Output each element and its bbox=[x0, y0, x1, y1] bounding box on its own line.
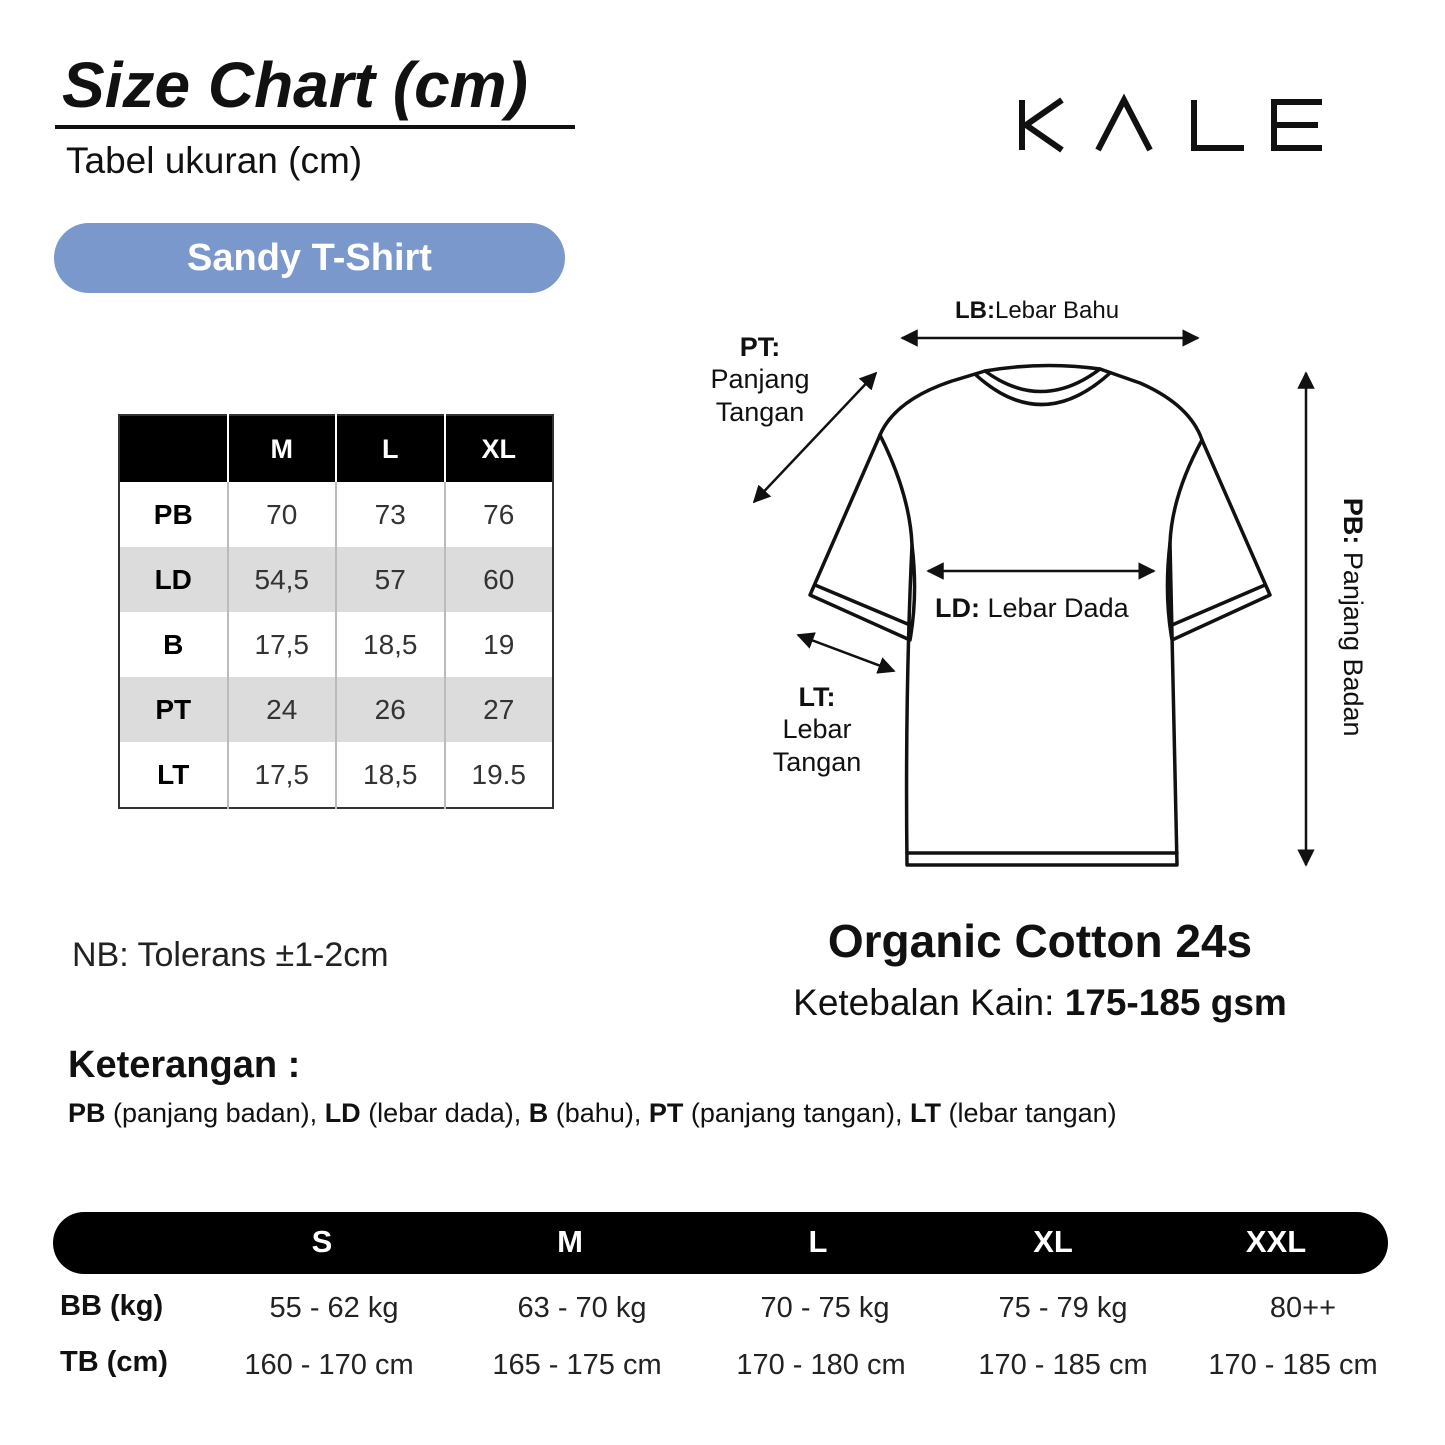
table-cell: 54,5 bbox=[228, 547, 337, 612]
bb-cell: 80++ bbox=[1269, 1292, 1337, 1324]
tolerance-note: NB: Tolerans ±1-2cm bbox=[72, 936, 389, 974]
product-name: Sandy T-Shirt bbox=[187, 236, 432, 279]
lt-line2: Tangan bbox=[772, 746, 862, 777]
fabric-weight-label: Ketebalan Kain: bbox=[793, 982, 1065, 1023]
legend-code: PT bbox=[648, 1098, 684, 1128]
size-table-header bbox=[119, 415, 553, 482]
legend-code: PB bbox=[68, 1098, 106, 1128]
pt-line2: Tangan bbox=[715, 396, 805, 427]
lt-code: LT: bbox=[798, 682, 836, 712]
row-label: LT bbox=[157, 758, 190, 790]
bb-cell: 63 - 70 kg bbox=[517, 1292, 647, 1324]
size-col-xl: XL bbox=[445, 415, 554, 482]
pt-label bbox=[696, 331, 824, 428]
page-subtitle: Tabel ukuran (cm) bbox=[66, 140, 363, 181]
tb-row-label: TB (cm) bbox=[60, 1346, 168, 1378]
lb-label bbox=[955, 297, 1119, 326]
fit-size-m: M bbox=[557, 1224, 583, 1259]
fit-table-header-bar bbox=[53, 1212, 1388, 1274]
table-cell: 60 bbox=[445, 547, 554, 612]
bb-row-label: BB (kg) bbox=[60, 1290, 164, 1322]
legend-code: LD bbox=[324, 1098, 361, 1128]
table-cell: 73 bbox=[336, 482, 445, 547]
size-col-l: L bbox=[336, 415, 445, 482]
table-cell: 19 bbox=[445, 612, 554, 677]
fit-size-xxl: XXL bbox=[1245, 1224, 1307, 1259]
page-title: Size Chart (cm) bbox=[62, 49, 528, 121]
lb-text: Lebar Bahu bbox=[994, 297, 1120, 324]
table-cell: 18,5 bbox=[336, 742, 445, 808]
tshirt-diagram bbox=[690, 295, 1390, 895]
legend-code: B bbox=[528, 1098, 549, 1128]
table-row bbox=[119, 742, 553, 808]
lb-code: LB: bbox=[955, 297, 995, 324]
fit-size-xl: XL bbox=[1033, 1224, 1073, 1259]
tb-cell: 170 - 185 cm bbox=[1208, 1349, 1378, 1381]
pt-line1: Panjang bbox=[710, 364, 810, 395]
legend-title: Keterangan : bbox=[68, 1044, 301, 1086]
tb-cell: 170 - 180 cm bbox=[736, 1349, 906, 1381]
table-cell: 70 bbox=[228, 482, 337, 547]
fit-size-s: S bbox=[311, 1224, 333, 1259]
table-cell: 17,5 bbox=[228, 742, 337, 808]
table-cell: 26 bbox=[336, 677, 445, 742]
row-label: LD bbox=[119, 547, 228, 612]
bb-cell: 70 - 75 kg bbox=[760, 1292, 890, 1324]
table-cell: 24 bbox=[228, 677, 337, 742]
row-label: PB bbox=[153, 498, 193, 530]
row-label: B bbox=[163, 628, 184, 660]
tb-cell: 160 - 170 cm bbox=[244, 1349, 414, 1381]
ld-label bbox=[935, 592, 1129, 624]
table-row bbox=[119, 677, 553, 742]
pb-code: PB: bbox=[1338, 497, 1369, 545]
legend-desc: (lebar dada), bbox=[360, 1098, 529, 1128]
lt-line1: Lebar bbox=[782, 714, 852, 745]
material-name: Organic Cotton 24s bbox=[827, 915, 1253, 967]
brand-logo bbox=[1012, 92, 1328, 158]
legend-desc: (panjang tangan), bbox=[683, 1098, 911, 1128]
pb-label bbox=[1337, 482, 1369, 752]
title-underline bbox=[55, 125, 575, 129]
pt-code: PT: bbox=[739, 332, 781, 362]
tb-cell: 165 - 175 cm bbox=[492, 1349, 662, 1381]
bb-cell: 75 - 79 kg bbox=[998, 1292, 1128, 1324]
pb-text: Panjang Badan bbox=[1338, 551, 1369, 737]
fit-size-l: L bbox=[808, 1224, 828, 1259]
product-name-badge bbox=[54, 223, 565, 293]
fabric-weight-value: 175-185 gsm bbox=[1064, 982, 1287, 1023]
table-cell: 76 bbox=[445, 482, 554, 547]
fabric-weight bbox=[740, 982, 1340, 1024]
legend-text bbox=[68, 1098, 1117, 1129]
legend-desc: (bahu), bbox=[548, 1098, 649, 1128]
ld-text: Lebar Dada bbox=[987, 593, 1129, 623]
table-cell: 18,5 bbox=[336, 612, 445, 677]
legend-code: LT bbox=[910, 1098, 942, 1128]
table-row bbox=[119, 612, 553, 677]
table-row bbox=[119, 547, 553, 612]
row-label: PT bbox=[119, 677, 228, 742]
table-cell: 57 bbox=[336, 547, 445, 612]
table-cell: 17,5 bbox=[228, 612, 337, 677]
table-cell: 19.5 bbox=[445, 742, 554, 808]
ld-code: LD: bbox=[935, 593, 980, 623]
bb-cell: 55 - 62 kg bbox=[269, 1292, 399, 1324]
legend-desc: (lebar tangan) bbox=[941, 1098, 1117, 1128]
table-cell: 27 bbox=[445, 677, 554, 742]
size-table bbox=[118, 414, 554, 809]
lt-label bbox=[752, 681, 882, 778]
legend-desc: (panjang badan), bbox=[105, 1098, 325, 1128]
tb-cell: 170 - 185 cm bbox=[978, 1349, 1148, 1381]
table-row bbox=[119, 482, 553, 547]
size-col-m: M bbox=[228, 415, 337, 482]
size-table-corner bbox=[119, 415, 228, 482]
